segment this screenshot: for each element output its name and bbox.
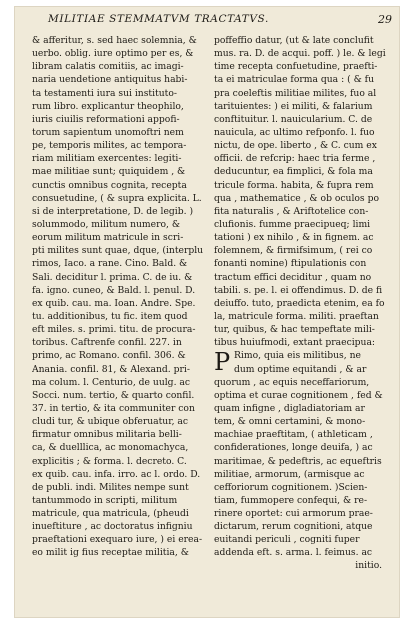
text-line: maritimae, & pedeftris, ac equeftris bbox=[214, 455, 382, 467]
text-line: Rimo, quia eis militibus, ne bbox=[234, 350, 361, 362]
text-line: cludi tur, & ubique obferuatur, ac bbox=[32, 416, 189, 428]
text-line: pe, temporis milites, ac tempora- bbox=[32, 140, 187, 152]
text-line: iuris ciuilis reformationi appofi- bbox=[32, 113, 180, 125]
text-line: naria uendetione antiquitus habi- bbox=[32, 74, 188, 86]
text-line: consuetudine, ( & supra explicita. L. bbox=[32, 192, 202, 204]
text-line: matricule, qua matricula, (pheudi bbox=[32, 508, 189, 520]
text-line: ta testamenti iura sui instituto- bbox=[32, 87, 177, 99]
text-line: deiuffo. tuto, praedicta etenim, ea fo bbox=[214, 297, 385, 309]
text-line: uerbo. oblig. iure optimo per es, & bbox=[32, 48, 194, 60]
text-line: tractum effici deciditur , quam no bbox=[214, 271, 372, 283]
text-line: eft miles. s. primi. titu. de procura- bbox=[32, 324, 196, 336]
text-line: confiderationes, longe deuifa, ) ac bbox=[214, 442, 373, 454]
text-line: dum optime equitandi , & ar bbox=[234, 363, 367, 375]
right-column-top-block bbox=[214, 34, 390, 349]
text-line: folemnem, & firmifsimum, ( rei co bbox=[214, 245, 373, 257]
last-line: addenda eft. s. arma. l. feimus. ac bbox=[214, 547, 373, 559]
text-line: officii. de refcrip: haec tria ferme , bbox=[214, 153, 376, 165]
text-line: ex quib. cau. ma. Ioan. Andre. Spe. bbox=[32, 297, 196, 309]
text-line: tem, & omni certamini, & mono- bbox=[214, 416, 366, 428]
text-line: tibus huiufmodi, extant praecipua: bbox=[214, 337, 376, 349]
text-line: solummodo, militum numero, & bbox=[32, 218, 181, 230]
dropcap-paragraph bbox=[214, 349, 390, 375]
text-line: tarituientes: ) ei militi, & falarium bbox=[214, 100, 373, 112]
text-line: fita naturalis , & Ariftotelice con- bbox=[214, 205, 369, 217]
right-text-column bbox=[214, 34, 390, 572]
text-line: cunctis omnibus cognita, recepta bbox=[32, 179, 187, 191]
text-line: mae militiae sunt; quiquidem , & bbox=[32, 166, 186, 178]
text-line: euitandi periculi , cogniti fuper bbox=[214, 534, 360, 546]
text-line: tabili. s. pe. l. ei offendimus. D. de fi bbox=[214, 284, 383, 296]
catchword: initio. bbox=[355, 560, 382, 572]
text-line: praeftationi exequaro iure, ) ei erea- bbox=[32, 534, 203, 546]
right-column-bottom-block bbox=[214, 376, 390, 547]
text-line: time recepta confuetudine, praefti- bbox=[214, 61, 378, 73]
text-line: optima et curae cognitionem , fed & bbox=[214, 389, 383, 401]
text-line: rinere oportet: cui armorum prae- bbox=[214, 508, 373, 520]
text-line: dictarum, rerum cognitioni, atque bbox=[214, 521, 373, 533]
text-line: ca, & duelllica, ac monomachyca, bbox=[32, 442, 189, 454]
running-title: MILITIAE STEMMATVM TRACTATVS. bbox=[48, 13, 269, 25]
text-line: si de interpretatione, D. de legib. ) bbox=[32, 205, 194, 217]
drop-cap-letter: P bbox=[214, 348, 231, 377]
page-header bbox=[32, 13, 392, 29]
text-line: 37. in tertio, & ita communiter con bbox=[32, 402, 195, 414]
book-page bbox=[14, 6, 400, 618]
text-line: militiae, armorum, (armisque ac bbox=[214, 468, 365, 480]
text-line: qua , mathematice , & ob oculos po bbox=[214, 192, 379, 204]
text-line: mus. ra. D. de acqui. poff. ) le. & legi bbox=[214, 48, 386, 60]
text-line: machiae praeftitam, ( athleticam , bbox=[214, 429, 373, 441]
text-line: conftituitur. l. nauicularium. C. de bbox=[214, 113, 373, 125]
text-line: tur, quibus, & hac tempeftate mili- bbox=[214, 324, 375, 336]
text-line: la, matricule forma. militi. praeftan bbox=[214, 310, 379, 322]
text-line: toribus. Caftrenfe confil. 227. in bbox=[32, 337, 182, 349]
text-line: inueftiture , ac doctoratus infigniu bbox=[32, 521, 193, 533]
text-line: primo, ac Romano. confil. 306. & bbox=[32, 350, 186, 362]
text-line: cefforiorum cognitionem. )Scien- bbox=[214, 481, 368, 493]
text-line: quam infigne , digladiatoriam ar bbox=[214, 402, 365, 414]
text-line: nauicula, ac ultimo refponfo. l. fuo bbox=[214, 126, 375, 138]
text-line: & afferitur, s. sed haec solemnia, & bbox=[32, 35, 197, 46]
text-line: clufionis. fumme praecipueq; limi bbox=[214, 218, 371, 230]
text-line: Sali. deciditur l. prima. C. de iu. & bbox=[32, 271, 193, 283]
text-line: pti milites sunt quae, dque, (interplu bbox=[32, 245, 204, 257]
text-line: tantummodo in scripti, militum bbox=[32, 494, 178, 506]
text-line: fa. igno. cuneo, & Bald. l. penul. D. bbox=[32, 284, 196, 296]
text-line: ex quib. cau. infa. irro. ac l. ordo. D. bbox=[32, 468, 201, 480]
left-text-column bbox=[32, 34, 208, 560]
text-line: deducuntur, ea fimplici, & fola ma bbox=[214, 166, 373, 178]
text-line: tu. additionibus, tu fic. item quod bbox=[32, 310, 188, 322]
page-number: 29 bbox=[378, 13, 392, 26]
text-line: pra coeleftis militiae milites, fuo al bbox=[214, 87, 377, 99]
text-line: tiam, fummopere confequi, & re- bbox=[214, 494, 368, 506]
text-line: ma colum. l. Centurio, de uulg. ac bbox=[32, 376, 191, 388]
text-line: torum sapientum unomoftri nem bbox=[32, 126, 184, 138]
dropcap-lines bbox=[214, 349, 390, 375]
text-line: Socci. num. tertio, & quarto confil. bbox=[32, 389, 195, 401]
text-line: quorum , ac equis neceffariorum, bbox=[214, 376, 370, 388]
text-line: eo milit ig fius receptae militia, & bbox=[32, 547, 189, 559]
text-line: poffeffio datur, (ut & late conclufit bbox=[214, 35, 374, 46]
text-line: riam militiam exercentes: legiti- bbox=[32, 153, 182, 165]
text-line: firmatur omnibus militaria belli- bbox=[32, 429, 182, 441]
text-line: nictu, de ope. liberto , & C. cum ex bbox=[214, 140, 377, 152]
text-line: de publi. indi. Milites nempe sunt bbox=[32, 481, 189, 493]
text-line: libram calatis comitiis, ac imagi- bbox=[32, 61, 184, 73]
text-line: tationi ) ex nihilo , & in fignem. ac bbox=[214, 232, 374, 244]
text-line: explicitis ; & forma. l. decreto. C. bbox=[32, 455, 187, 467]
text-line: Anania. confil. 81, & Alexand. pri- bbox=[32, 363, 190, 375]
text-line: tricule forma. habita, & fupra rem bbox=[214, 179, 374, 191]
text-line: eorum militum matricule in scri- bbox=[32, 232, 184, 244]
text-line: ta ei matriculae forma qua : ( & fu bbox=[214, 74, 375, 86]
text-line: fonanti nomine) ftipulationis con bbox=[214, 258, 367, 270]
text-line: rum libro. explicantur theophilo, bbox=[32, 100, 184, 112]
text-line: rimos, Iaco. a rane. Cino. Bald. & bbox=[32, 258, 188, 270]
